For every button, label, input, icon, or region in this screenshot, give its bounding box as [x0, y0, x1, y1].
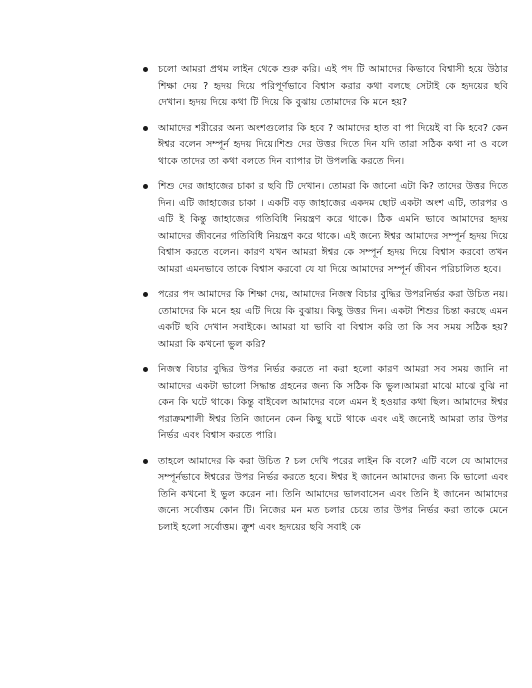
list-item	[140, 454, 508, 537]
bullet-icon	[143, 367, 148, 372]
bullet-icon	[143, 67, 148, 72]
paragraph-6: তাহলে আমাদের কি করা উচিত ? চল দেখি পরের লাইন কি বলে? এটি বলে যে আমাদের সম্পূর্নভাবে ঈশ্বরের উপর নির্ভর করতে হবে। ঈশ্বর ই জানেন আমাদের জন্য কি ভালো এবং তিনি কখনো ই ভুল করেন না। তিনি আমাদের ভালবাসেন এবং তিনি ই জানেন আমাদের জন্যে সর্বোত্তম কোন টি। নিজের মন মত চলার চেয়ে তার উপর নির্ভর করা তাকে মেনে চলাই হলো সর্বোত্তম। ক্রুশ এবং হৃদয়ের ছবি সবাই কে	[158, 455, 508, 533]
bullet-icon	[143, 459, 148, 464]
paragraph-4: পরের পদ আমাদের কি শিক্ষা দেয়, আমাদের নিজস্ব বিচার বুদ্ধির উপরনির্ভর করা উচিত নয়। তোমাদের কি মনে হয় এটি দিয়ে কি বুঝায়। কিছু উত্তর দিন। একটা শিশুর চিন্তা করছে এমন একটি ছবি দেখান সবাইকে। আমরা যা ভাবি বা বিশ্বাস করি তা কি সব সময় সঠিক হয়? আমরা কি কখনো ভুল করি?	[158, 289, 508, 350]
list-item	[140, 121, 508, 171]
paragraph-1: চলো আমরা প্রথম লাইন থেকে শুরু করি। এই পদ টি আমাদের কিভাবে বিশ্বাসী হয়ে উঠার শিক্ষা দেয় ? হৃদয় দিয়ে পরিপূর্ণভাবে বিশ্বাস করার কথা বলছে সেটাই কে হৃদয়ের ছবি দেখান। হৃদয় দিয়ে কথা টি দিয়ে কি বুঝায় তোমাদের কি মনে হয়?	[158, 64, 508, 108]
bullet-icon	[143, 292, 148, 297]
paragraph-5: নিজস্ব বিচার বুদ্ধির উপর নির্ভর করতে না করা হলো কারণ আমরা সব সময় জানি না আমাদের একটা ভালো সিদ্ধান্ত গ্রহনের জন্য কি সঠিক কি ভুল।আমরা মাঝে মাঝে বুঝি না কেন কি ঘটে থাকে। কিন্তু বাইবেল আমাদের বলে এমন ই হওয়ার কথা ছিল। আমাদের ঈশ্বর পরাক্রমশালী ঈশ্বর তিনি জানেন কেন কিছু ঘটে থাকে এবং এই জন্যেই আমরা তার উপর নির্ভর এবং বিশ্বাস করতে পারি।	[158, 364, 508, 441]
list-item	[140, 362, 508, 445]
list-item	[140, 179, 508, 278]
list-item	[140, 287, 508, 353]
paragraph-2: আমাদের শরীরের অন্য অংশগুলোর কি হবে ? আমাদের হাত বা পা দিয়েই বা কি হবে? কেন ঈশ্বর বলেন সম্পূর্ন হৃদয় দিয়ে।শিশু দের উত্তর দিতে দিন যদি তারা সঠিক কথা না ও বলে থাকে তাদের তা কথা বলতে দিন ব্যাপার টা উপলব্ধি করতে দিন।	[158, 122, 508, 167]
paragraph-3: শিশু দের জাহাজের চাকা র ছবি টি দেখান। তোমরা কি জানো এটা কি? তাদের উত্তর দিতে দিন। এটি জাহাজের চাকা । একটি বড় জাহাজের একদম ছোট একটা অংশ এটি, তারপর ও এটি ই কিন্তু জাহাজের গতিবিধি নিয়ন্ত্রণ করে থাকে। ঠিক এমনি ভাবে আমাদের হৃদয় আমাদের জীবনের গতিবিধি নিয়ন্ত্রণ করে থাকে। এই জন্যে ঈশ্বর আমাদের সম্পূর্ন হৃদয় দিয়ে বিশ্বাস করতে বলেন। কারণ যখন আমরা ঈশ্বর কে সম্পূর্ন হৃদয় দিয়ে বিশ্বাস করবো তখন আমরা এমনভাবে তাকে বিশ্বাস করবো যে যা দিয়ে আমাদের সম্পূর্ন জীবন পরিচালিত হবে।	[158, 181, 508, 275]
bullet-icon	[143, 126, 148, 131]
list-item	[140, 62, 508, 112]
bullet-icon	[143, 184, 148, 189]
bullet-list	[140, 62, 508, 545]
